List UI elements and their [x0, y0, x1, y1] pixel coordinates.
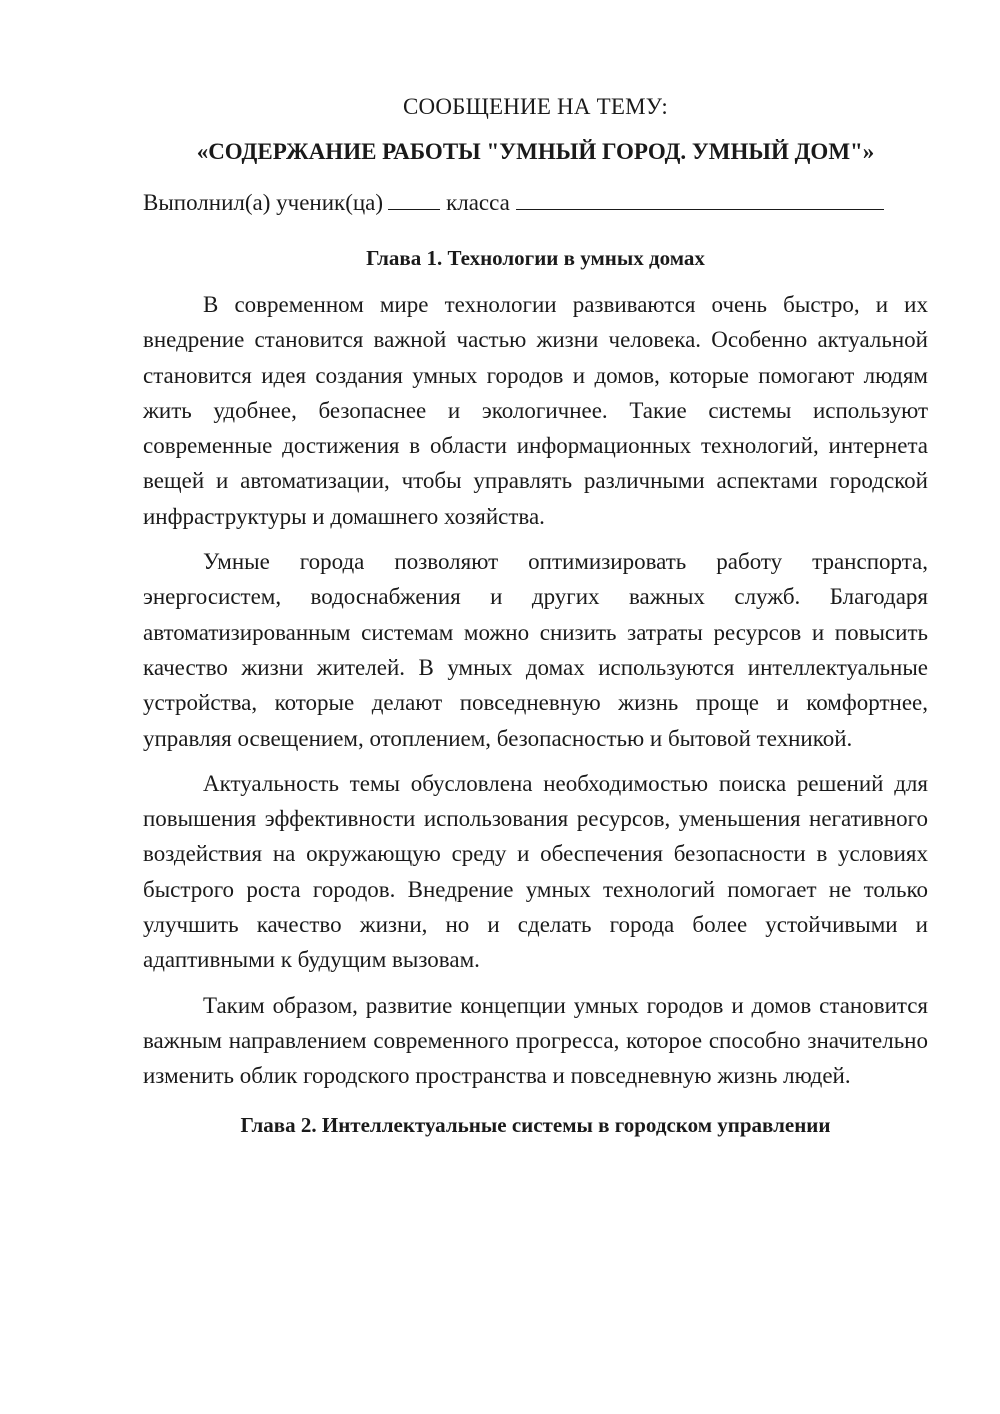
author-line — [143, 188, 928, 218]
paragraph: Актуальность темы обусловлена необходимостью поиска решений для повышения эффективности использования ресурсов, уменьшения негативного воздействия на окружающую среду и обеспечения безопасности в условиях быстрого роста городов. Внедрение умных технологий помогает не только улучшить качество жизни, но и сделать города более устойчивыми и адаптивными к будущим вызовам. — [143, 770, 928, 973]
paragraph: Умные города позволяют оптимизировать работу транспорта, энергосистем, водоснабжения и других важных служб. Благодаря автоматизированным системам можно снизить затраты ресурсов и повысить качество жизни жителей. В умных домах используются интеллектуальные устройства, которые делают повседневную жизнь проще и комфортнее, управляя освещением, отоплением, безопасностью и бытовой техникой. — [143, 549, 928, 751]
paragraph: В современном мире технологии развиваются очень быстро, и их внедрение становится важной частью жизни человека. Особенно актуальной становится идея создания умных городов и домов, которые помогают людям жить удобнее, безопаснее и экологичнее. Такие системы используют современные достижения в области информационных технологий, интернета вещей и автоматизации, чтобы управлять различными аспектами городской инфраструктуры и домашнего хозяйства. — [143, 292, 928, 529]
chapter-1-heading: Глава 1. Технологии в умных домах — [366, 246, 705, 270]
grade-blank — [388, 189, 440, 210]
document-page — [143, 92, 928, 1140]
chapter-2-heading: Глава 2. Интеллектуальные системы в городском управлении — [240, 1112, 831, 1137]
author-middle: класса — [446, 190, 510, 215]
document-title: СООБЩЕНИЕ НА ТЕМУ: — [403, 94, 668, 119]
author-prefix: Выполнил(а) ученик(ца) — [143, 190, 384, 215]
class-blank — [516, 189, 884, 210]
document-subtitle: «СОДЕРЖАНИЕ РАБОТЫ "УМНЫЙ ГОРОД. УМНЫЙ ДОМ"» — [196, 139, 875, 164]
paragraph: Таким образом, развитие концепции умных городов и домов становится важным направлением современного прогресса, которое способно значительно изменить облик городского пространства и повседневную жизнь людей. — [143, 992, 928, 1089]
